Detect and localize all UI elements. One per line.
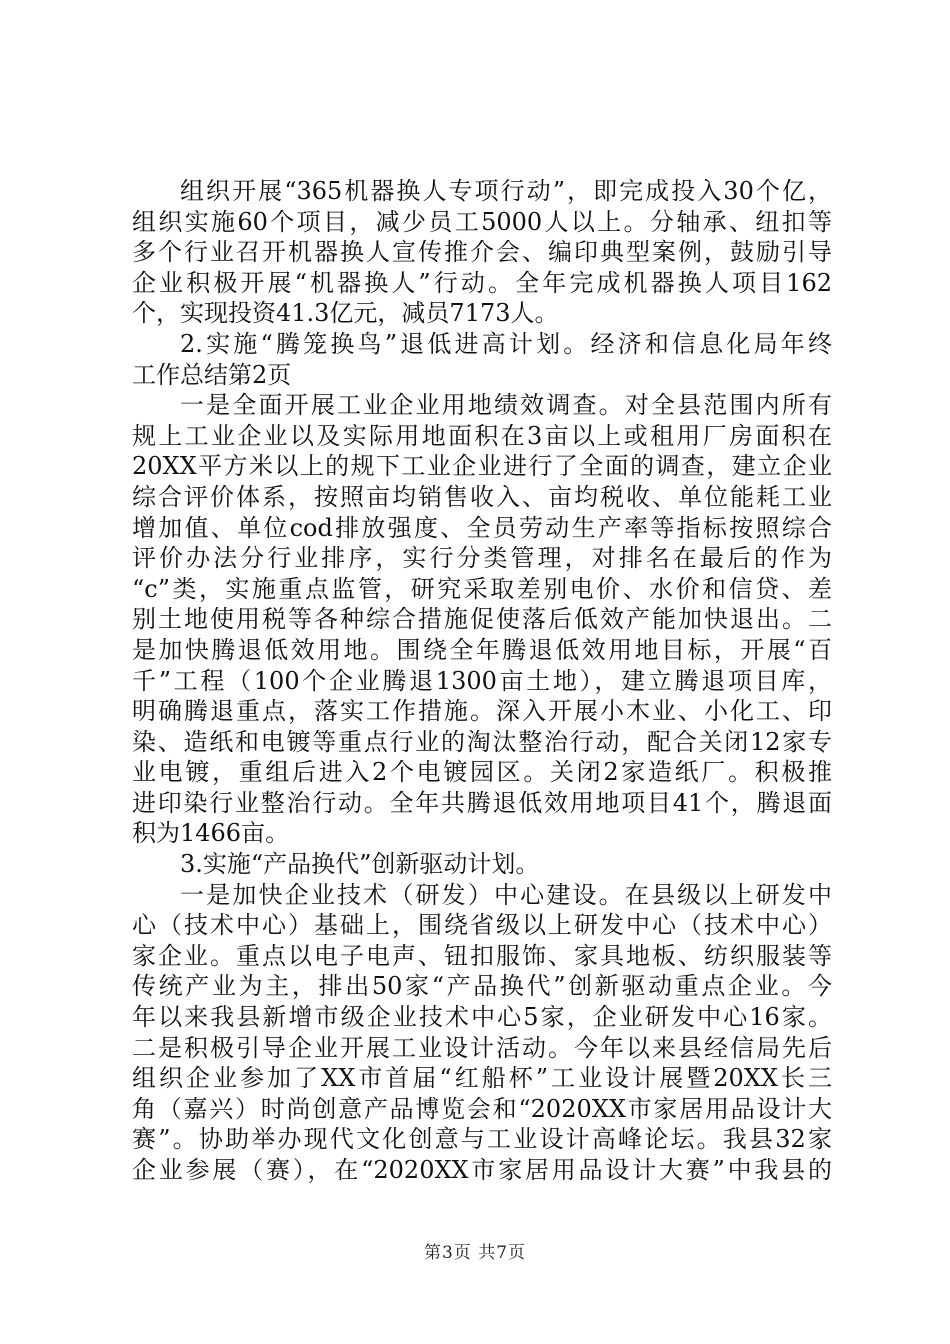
body-text: [132, 176, 832, 1186]
text-line: 增加值、单位cod排放强度、全员劳动生产率等指标按照综合: [132, 513, 832, 542]
page-footer: 第3页 共7页: [423, 1243, 527, 1263]
text-line: 组织实施60个项目，减少员工5000人以上。分轴承、纽扣等: [132, 207, 832, 236]
text-line: 染、造纸和电镀等重点行业的淘汰整治行动，配合关闭12家专: [132, 727, 832, 756]
text-line: 组织开展“365机器换人专项行动”，即完成投入30个亿，: [180, 177, 832, 205]
text-line: 综合评价体系，按照亩均销售收入、亩均税收、单位能耗工业: [132, 482, 832, 511]
text-line: 角（嘉兴）时尚创意产品博览会和“2020XX市家居用品设计大: [132, 1094, 832, 1123]
text-line: 工作总结第2页: [132, 360, 292, 389]
text-line: 积为1466亩。: [132, 819, 290, 848]
text-line: 组织企业参加了XX市首届“红船杯”工业设计展暨20XX长三: [132, 1064, 832, 1093]
text-line: 2.实施“腾笼换鸟”退低进高计划。经济和信息化局年终: [180, 329, 832, 358]
text-line: 业电镀，重组后进入2个电镀园区。关闭2家造纸厂。积极推: [132, 758, 832, 787]
text-line: 千”工程（100个企业腾退1300亩土地），建立腾退项目库，: [132, 666, 832, 695]
text-line: 传统产业为主，排出50家“产品换代”创新驱动重点企业。今: [132, 972, 832, 1001]
text-line: 一是全面开展工业企业用地绩效调查。对全县范围内所有: [180, 391, 832, 420]
text-line: 别土地使用税等各种综合措施促使落后低效产能加快退出。二: [132, 605, 832, 634]
text-line: 多个行业召开机器换人宣传推介会、编印典型案例，鼓励引导: [132, 238, 832, 267]
text-line: 心（技术中心）基础上，围绕省级以上研发中心（技术中心）: [132, 911, 832, 940]
text-line: 进印染行业整治行动。全年共腾退低效用地项目41个，腾退面: [132, 788, 832, 817]
text-line: 规上工业企业以及实际用地面积在3亩以上或租用厂房面积在: [132, 421, 832, 450]
text-line: 20XX平方米以上的规下工业企业进行了全面的调查，建立企业: [132, 452, 832, 481]
text-line: 年以来我县新增市级企业技术中心5家，企业研发中心16家。: [132, 1003, 832, 1032]
text-line: 赛”。协助举办现代文化创意与工业设计高峰论坛。我县32家: [132, 1125, 832, 1154]
text-line: 是加快腾退低效用地。围绕全年腾退低效用地目标，开展“百: [132, 635, 832, 664]
text-line: 二是积极引导企业开展工业设计活动。今年以来县经信局先后: [132, 1033, 832, 1062]
text-line: 明确腾退重点，落实工作措施。深入开展小木业、小化工、印: [132, 697, 832, 726]
text-line: 个，实现投资41.3亿元，减员7173人。: [132, 299, 559, 328]
text-line: 家企业。重点以电子电声、钮扣服饰、家具地板、纺织服装等: [132, 941, 832, 970]
text-line: 一是加快企业技术（研发）中心建设。在县级以上研发中: [180, 880, 832, 909]
text-line: 3.实施“产品换代”创新驱动计划。: [180, 850, 540, 879]
text-line: 企业参展（赛），在“2020XX市家居用品设计大赛”中我县的: [132, 1156, 832, 1184]
text-line: 企业积极开展“机器换人”行动。全年完成机器换人项目162: [132, 268, 832, 297]
text-line: 评价办法分行业排序，实行分类管理，对排名在最后的作为: [132, 544, 832, 573]
text-line: “c”类，实施重点监管，研究采取差别电价、水价和信贷、差: [132, 574, 832, 603]
